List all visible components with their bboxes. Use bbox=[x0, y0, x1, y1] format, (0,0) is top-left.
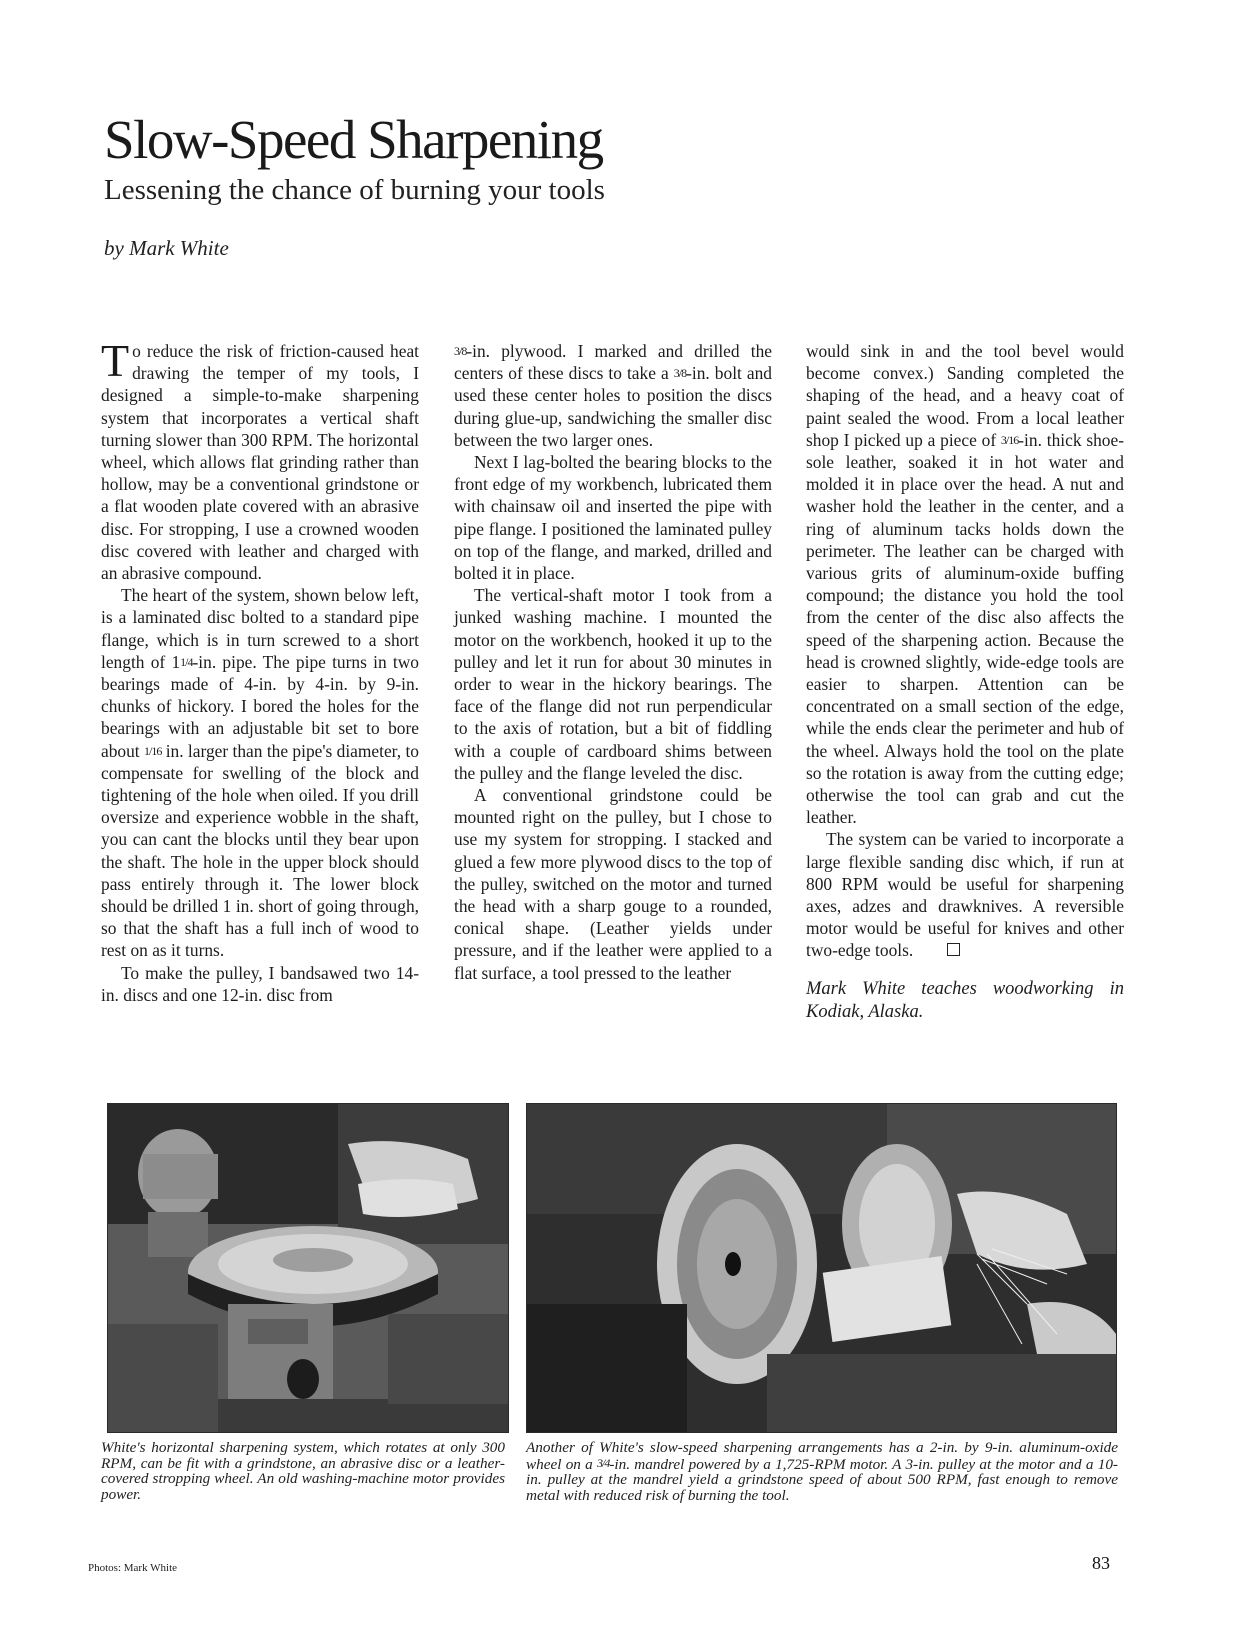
paragraph: The heart of the system, shown below left, is a laminated disc bolted to a standard pipe flange, which is in turn screwed to a short length of 11/4-in. pipe. The pipe turns in two bearings made of 4-in. by 4-in. by 9-in. chunks of hickory. I bored the holes for the bearings with an adjustable bit set to bore about 1/16 in. larger than the pipe's diameter, to compensate for swelling of the block and tightening of the hole when oiled. If you drill oversize and experience wobble in the shaft, you can cant the blocks until they bear upon the shaft. The hole in the upper block should pass entirely through it. The lower block should be drilled 1 in. short of going through, so that the shaft has a full inch of wood to rest on as it turns. bbox=[101, 585, 419, 961]
drop-cap: T bbox=[101, 335, 130, 386]
paragraph: would sink in and the tool bevel would become convex.) Sanding completed the shaping of the head, and a heavy coat of paint sealed the wood. From a local leather shop I picked up a piece of 3/16-in. thick shoe-sole leather, soaked it in hot water and molded it in place over the head. A nut and washer hold the leather in the center, and a ring of aluminum tacks holds down the perimeter. The leather can be charged with various grits of aluminum-oxide buffing compound; the distance you hold the tool from the center of the disc also affects the speed of the sharpening action. Because the head is crowned slightly, wide-edge tools are easier to sharpen. Attention can be concentrated on a small section of the edge, while the ends clear the perimeter and hub of the wheel. Always hold the tool on the plate so the rotation is away from the cutting edge; otherwise the tool can grab and cut the leather. bbox=[806, 341, 1124, 828]
paragraph: A conventional grindstone could be mounted right on the pulley, but I chose to use my system for stropping. I stacked and glued a few more plywood discs to the top of the pulley, switched on the motor and turned the head with a sharp gouge to a rounded, conical shape. (Leather yields under pressure, and if the leather were applied to a flat surface, a tool pressed to the leather bbox=[454, 785, 772, 983]
fraction: 3/8 bbox=[454, 344, 467, 358]
fraction: 3/8 bbox=[673, 366, 687, 381]
fraction: 3/16 bbox=[1000, 432, 1019, 447]
caption-left: White's horizontal sharpening system, which rotates at only 300 RPM, can be fit with a grindstone, an abrasive disc or a leather-covered stropping wheel. An old washing-machine motor provides power. bbox=[101, 1439, 505, 1503]
end-mark-icon bbox=[947, 943, 960, 956]
article-title: Slow-Speed Sharpening bbox=[104, 109, 603, 170]
photo-illustration bbox=[527, 1104, 1116, 1432]
paragraph: The vertical-shaft motor I took from a junked washing machine. I mounted the motor on the workbench, hooked it up to the pulley and let it run for about 30 minutes in order to wear in the hickory bearings. The face of the flange did not run perpendicular to the axis of rotation, but a bit of fiddling with a couple of cardboard shims between the pulley and the flange leveled the disc. bbox=[454, 585, 772, 783]
paragraph: Next I lag-bolted the bearing blocks to the front edge of my workbench, lubricated them with chainsaw oil and inserted the pipe with pipe flange. I positioned the laminated pulley on top of the flange, and marked, drilled and bolted it in place. bbox=[454, 452, 772, 584]
fraction: 1/16 bbox=[144, 743, 162, 758]
column-3 bbox=[806, 340, 1124, 1024]
caption-right: Another of White's slow-speed sharpening arrangements has a 2-in. by 9-in. aluminum-oxide wheel on a 3/4-in. mandrel powered by a 1,725-RPM motor. A 3-in. pulley at the motor and a 10-in. pulley at the mandrel yield a grindstone speed of about 500 RPM, fast enough to remove metal with reduced risk of burning the tool. bbox=[526, 1439, 1118, 1504]
paragraph: To reduce the risk of friction-caused heat drawing the temper of my tools, I designed a simple-to-make sharpening system that incorporates a vertical shaft turning slower than 300 RPM. The horizontal wheel, which allows flat grinding rather than hollow, may be a conventional grindstone or a flat wooden plate covered with an abrasive disc. For stropping, I use a crowned wooden disc covered with leather and charged with an abrasive compound. bbox=[101, 335, 419, 584]
photo-credit: Photos: Mark White bbox=[88, 1562, 178, 1574]
byline: by Mark White bbox=[104, 236, 229, 260]
photo-illustration bbox=[108, 1104, 508, 1432]
column-2 bbox=[454, 340, 772, 984]
page-number: 83 bbox=[1092, 1553, 1110, 1573]
paragraph: To make the pulley, I bandsawed two 14-in. discs and one 12-in. disc from bbox=[101, 962, 419, 1005]
photo-horizontal-sharpener bbox=[107, 1103, 509, 1433]
fraction: 1/4 bbox=[180, 654, 193, 669]
article-subtitle: Lessening the chance of burning your tools bbox=[104, 174, 605, 206]
photo-grindstone-arrangement bbox=[526, 1103, 1117, 1433]
fraction: 3/4 bbox=[597, 1455, 610, 1470]
paragraph: The system can be varied to incorporate a large flexible sanding disc which, if run at 800 RPM would be useful for sharpening axes, adzes and drawknives. A reversible motor would be useful for knives and other two-edge tools. bbox=[806, 829, 1124, 961]
paragraph: 3/8-in. plywood. I marked and drilled the centers of these discs to take a 3/8-in. bolt and used these center holes to position the discs during glue-up, sandwiching the smaller disc between the two larger ones. bbox=[454, 341, 773, 450]
author-bio: Mark White teaches woodworking in Kodiak, Alaska. bbox=[806, 978, 1124, 1022]
column-1 bbox=[101, 335, 419, 1006]
